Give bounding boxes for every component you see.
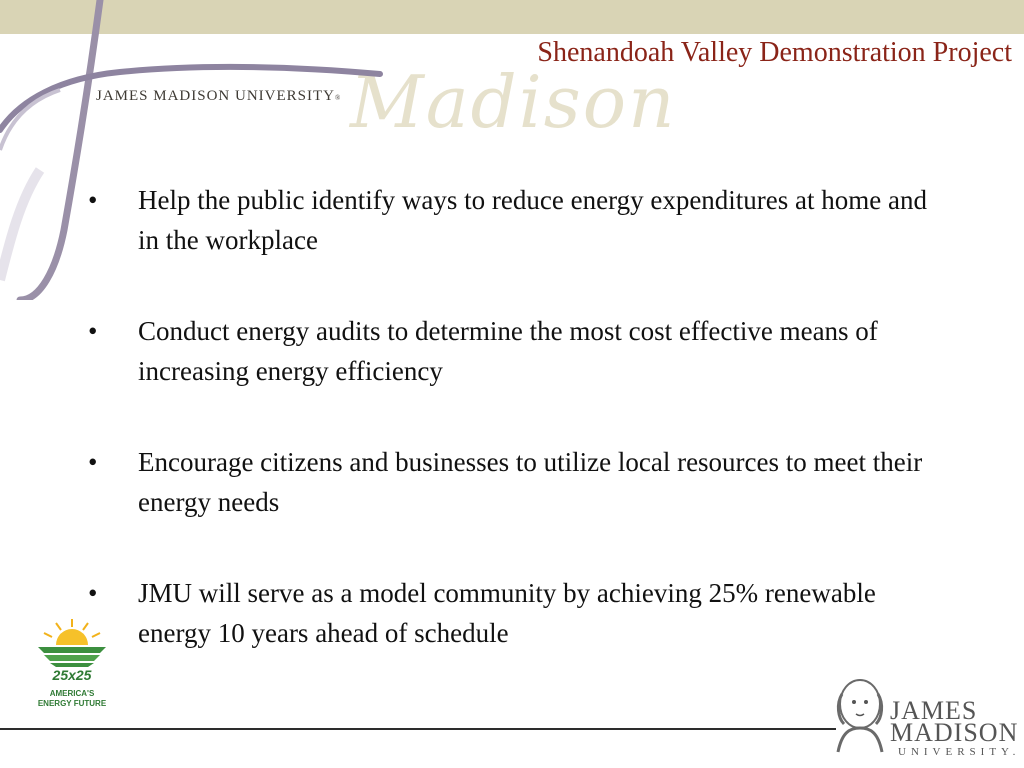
energy-tagline-2: ENERGY FUTURE bbox=[37, 699, 107, 708]
madison-portrait-icon bbox=[828, 674, 890, 754]
registered-mark: ® bbox=[335, 94, 342, 102]
bullet-text: JMU will serve as a model community by achieving 25% renewable energy 10 years ahead of schedule bbox=[138, 578, 876, 648]
energy-tagline-1: AMERICA'S bbox=[49, 689, 95, 698]
slide-title: Shenandoah Valley Demonstration Project bbox=[537, 37, 1012, 68]
bullet-item bbox=[84, 573, 944, 653]
bullet-item bbox=[84, 442, 944, 522]
bullet-marker: • bbox=[88, 447, 98, 477]
bullet-text: Conduct energy audits to determine the most cost effective means of increasing energy efficiency bbox=[138, 316, 878, 386]
university-wordmark-text: JAMES MADISON UNIVERSITY bbox=[96, 88, 336, 104]
energy-ratio-label: 25x25 bbox=[52, 667, 92, 683]
jmu-logo bbox=[828, 674, 1021, 760]
bullet-item bbox=[84, 180, 944, 260]
jmu-logo-line-3: UNIVERSITY. bbox=[898, 746, 1021, 758]
bullet-text: Encourage citizens and businesses to utilize local resources to meet their energy needs bbox=[138, 447, 923, 517]
script-watermark: Madison bbox=[350, 60, 677, 144]
bullet-list bbox=[84, 180, 944, 704]
jmu-logo-line-1: JAMES bbox=[890, 696, 978, 725]
bottom-rule bbox=[0, 728, 836, 730]
energy-future-logo bbox=[30, 617, 114, 709]
sun-over-fields-icon bbox=[30, 617, 114, 667]
bullet-item bbox=[84, 311, 944, 391]
bullet-marker: • bbox=[88, 578, 98, 608]
jmu-logo-line-2: MADISON bbox=[890, 718, 1019, 747]
university-wordmark bbox=[96, 88, 341, 105]
bullet-text: Help the public identify ways to reduce energy expenditures at home and in the workplace bbox=[138, 185, 927, 255]
bullet-marker: • bbox=[88, 185, 98, 215]
bullet-marker: • bbox=[88, 316, 98, 346]
